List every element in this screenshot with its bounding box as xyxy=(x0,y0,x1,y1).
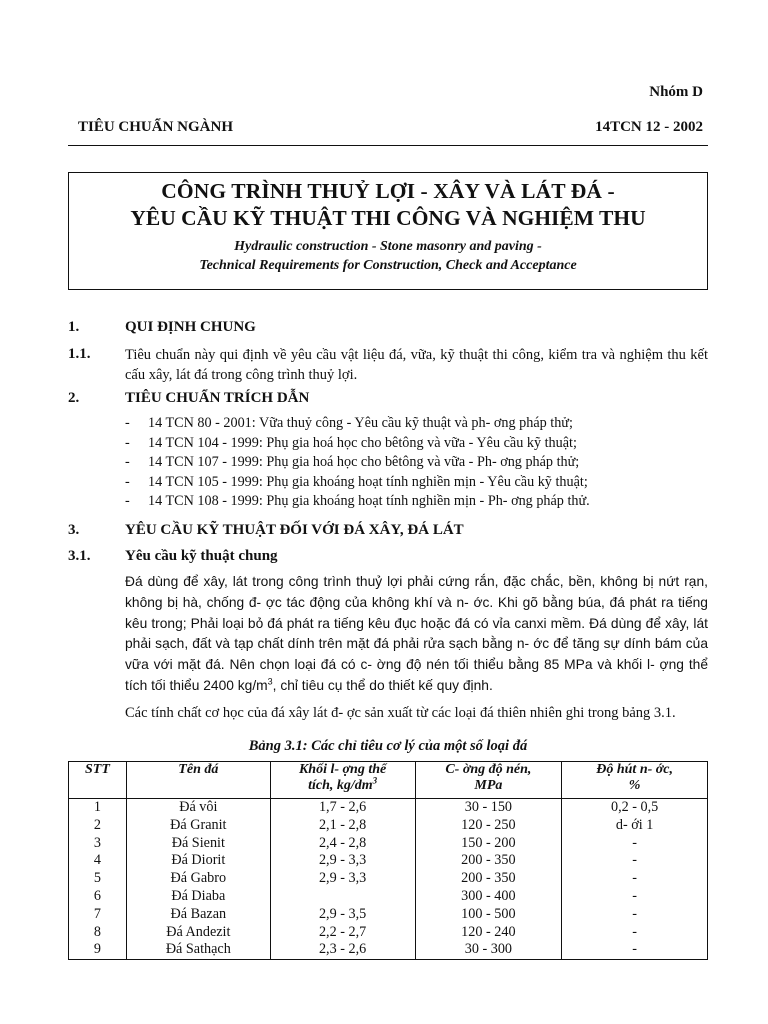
cell-strength: 150 - 200 xyxy=(415,835,562,853)
header-strength-line-1: C- ờng độ nén, xyxy=(445,762,532,777)
table-row xyxy=(69,906,708,924)
stone-properties-table xyxy=(68,761,708,960)
header-name: Tên đá xyxy=(126,762,270,799)
header-density-line-2: tích, kg/dm xyxy=(308,778,373,793)
list-dash: - xyxy=(125,434,130,451)
cell-absorption: - xyxy=(562,835,708,853)
table-row xyxy=(69,817,708,835)
cell-name: Đá Andezit xyxy=(126,924,270,942)
cell-strength: 30 - 300 xyxy=(415,941,562,959)
reference-text: 14 TCN 107 - 1999: Phụ gia hoá học cho bêtông và vữa - Ph- ơng pháp thử; xyxy=(148,454,580,470)
list-dash: - xyxy=(125,493,130,509)
section-2-heading: TIÊU CHUẨN TRÍCH DẪN xyxy=(125,390,310,406)
cell-strength: 120 - 250 xyxy=(415,817,562,835)
cell-absorption: - xyxy=(562,941,708,959)
header-density-line-1: Khối l- ợng thể xyxy=(298,762,387,777)
header-density xyxy=(270,762,415,799)
cell-stt: 5 xyxy=(69,870,127,888)
english-title-line-1: Hydraulic construction - Stone masonry and paving - xyxy=(234,239,542,254)
header-strength-line-2: MPa xyxy=(474,778,503,793)
section-3-1-paragraph-2: Các tính chất cơ học của đá xây lát đ- ợc sản xuất từ các loại đá thiên nhiên ghi trong bảng 3.1. xyxy=(125,705,676,721)
paragraph-text: Đá dùng để xây, lát trong công trình thuỷ lợi phải cứng rắn, đặc chắc, bền, không bị nứt rạn, không bị hà, chống đ- ợc tác động của không khí và n- ớc. Khi gõ bằng búa, đá phát ra tiếng kêu trong; Phải loại bỏ đá phát ra tiếng kêu đục hoặc đá có vỉa canxi mềm. Đá dùng để xây, lát phải sạch, đất và tạp chất dính trên mặt đá phải rửa sạch bằng n- ớc để tăng sự dính bám của vữa với mặt đá. Nên chọn loại đá có c- ờng độ nén tối thiểu bằng 85 MPa và khối l- ợng thể tích tối thiểu 2400 kg/m xyxy=(125,574,708,693)
standard-type: TIÊU CHUẨN NGÀNH xyxy=(78,119,234,135)
cell-density: 2,9 - 3,5 xyxy=(270,906,415,924)
header-divider xyxy=(68,145,708,146)
header-absorption-line-1: Độ hút n- ớc, xyxy=(596,762,673,777)
table-caption: Bảng 3.1: Các chỉ tiêu cơ lý của một số loại đá xyxy=(248,738,528,754)
cell-name: Đá Gabro xyxy=(126,870,270,888)
cell-strength: 200 - 350 xyxy=(415,870,562,888)
cell-strength: 300 - 400 xyxy=(415,888,562,906)
reference-text: 14 TCN 108 - 1999: Phụ gia khoáng hoạt tính nghiền mịn - Ph- ơng pháp thử. xyxy=(148,493,590,509)
table-row xyxy=(69,888,708,906)
section-3-number: 3. xyxy=(68,522,80,538)
cell-stt: 1 xyxy=(69,799,127,817)
header-absorption xyxy=(562,762,708,799)
cell-stt: 8 xyxy=(69,924,127,942)
table-row xyxy=(69,835,708,853)
cell-density: 2,9 - 3,3 xyxy=(270,852,415,870)
reference-list xyxy=(125,414,590,512)
header-density-sup: 3 xyxy=(372,775,378,786)
section-3-1-paragraph-1 xyxy=(125,572,708,697)
header-absorption-line-2: % xyxy=(628,778,641,793)
cell-absorption: d- ới 1 xyxy=(562,817,708,835)
cell-density: 2,2 - 2,7 xyxy=(270,924,415,942)
list-dash: - xyxy=(125,454,130,470)
cell-strength: 30 - 150 xyxy=(415,799,562,817)
cell-absorption: - xyxy=(562,888,708,906)
section-1-number: 1. xyxy=(68,319,80,335)
table-row xyxy=(69,941,708,959)
cell-name: Đá Bazan xyxy=(126,906,270,924)
reference-item xyxy=(125,473,590,493)
section-1-1-text: Tiêu chuẩn này qui định về yêu cầu vật liệu đá, vữa, kỹ thuật thi công, kiểm tra và nghiệm thu kết cấu xây, lát đá trong công trình thuỷ lợi. xyxy=(125,347,708,383)
title-line-2: YÊU CẦU KỸ THUẬT THI CÔNG VÀ NGHIỆM THU xyxy=(130,206,646,230)
header-strength xyxy=(415,762,562,799)
reference-item xyxy=(125,434,590,454)
cell-name: Đá Sienit xyxy=(126,835,270,853)
cell-stt: 3 xyxy=(69,835,127,853)
reference-item xyxy=(125,492,590,512)
section-1-1-number: 1.1. xyxy=(68,346,91,362)
reference-item xyxy=(125,453,590,473)
title-box xyxy=(68,172,708,290)
cell-absorption: - xyxy=(562,852,708,870)
section-3-1-number: 3.1. xyxy=(68,548,91,564)
cell-strength: 200 - 350 xyxy=(415,852,562,870)
reference-text: 14 TCN 80 - 2001: Vữa thuỷ công - Yêu cầu kỹ thuật và ph- ơng pháp thử; xyxy=(148,415,573,431)
cell-stt: 6 xyxy=(69,888,127,906)
list-dash: - xyxy=(125,415,130,431)
cell-density xyxy=(270,888,415,906)
cell-density: 1,7 - 2,6 xyxy=(270,799,415,817)
cell-stt: 7 xyxy=(69,906,127,924)
header-stt: STT xyxy=(69,762,127,799)
table-row xyxy=(69,924,708,942)
list-dash: - xyxy=(125,473,130,490)
cell-absorption: - xyxy=(562,906,708,924)
cell-strength: 100 - 500 xyxy=(415,906,562,924)
table-row xyxy=(69,852,708,870)
cell-density: 2,1 - 2,8 xyxy=(270,817,415,835)
cell-stt: 2 xyxy=(69,817,127,835)
cell-name: Đá Diaba xyxy=(126,888,270,906)
table-row xyxy=(69,870,708,888)
reference-item xyxy=(125,414,590,434)
cell-name: Đá Granit xyxy=(126,817,270,835)
cell-absorption: - xyxy=(562,870,708,888)
cell-name: Đá Diorit xyxy=(126,852,270,870)
cell-density: 2,3 - 2,6 xyxy=(270,941,415,959)
group-label: Nhóm D xyxy=(649,84,703,100)
cell-absorption: 0,2 - 0,5 xyxy=(562,799,708,817)
section-2-number: 2. xyxy=(68,390,80,406)
section-3-1-heading: Yêu cầu kỹ thuật chung xyxy=(125,548,278,564)
cell-name: Đá Sathạch xyxy=(126,941,270,959)
cell-density: 2,9 - 3,3 xyxy=(270,870,415,888)
section-3-heading: YÊU CẦU KỸ THUẬT ĐỐI VỚI ĐÁ XÂY, ĐÁ LÁT xyxy=(125,522,464,538)
section-1-heading: QUI ĐỊNH CHUNG xyxy=(125,319,256,335)
english-title-line-2: Technical Requirements for Construction, Check and Acceptance xyxy=(199,258,577,273)
cell-density: 2,4 - 2,8 xyxy=(270,835,415,853)
table-row xyxy=(69,799,708,817)
reference-text: 14 TCN 105 - 1999: Phụ gia khoáng hoạt tính nghiền mịn - Yêu cầu kỹ thuật; xyxy=(148,473,588,490)
cell-stt: 9 xyxy=(69,941,127,959)
cell-name: Đá vôi xyxy=(126,799,270,817)
superscript: 3 xyxy=(267,676,273,687)
standard-code: 14TCN 12 - 2002 xyxy=(595,119,703,135)
reference-text: 14 TCN 104 - 1999: Phụ gia hoá học cho bêtông và vữa - Yêu cầu kỹ thuật; xyxy=(148,434,577,451)
title-line-1: CÔNG TRÌNH THUỶ LỢI - XÂY VÀ LÁT ĐÁ - xyxy=(161,179,615,203)
cell-stt: 4 xyxy=(69,852,127,870)
paragraph-text-end: , chỉ tiêu cụ thể do thiết kế quy định. xyxy=(272,677,493,693)
cell-absorption: - xyxy=(562,924,708,942)
table-header-row xyxy=(69,762,708,799)
cell-strength: 120 - 240 xyxy=(415,924,562,942)
